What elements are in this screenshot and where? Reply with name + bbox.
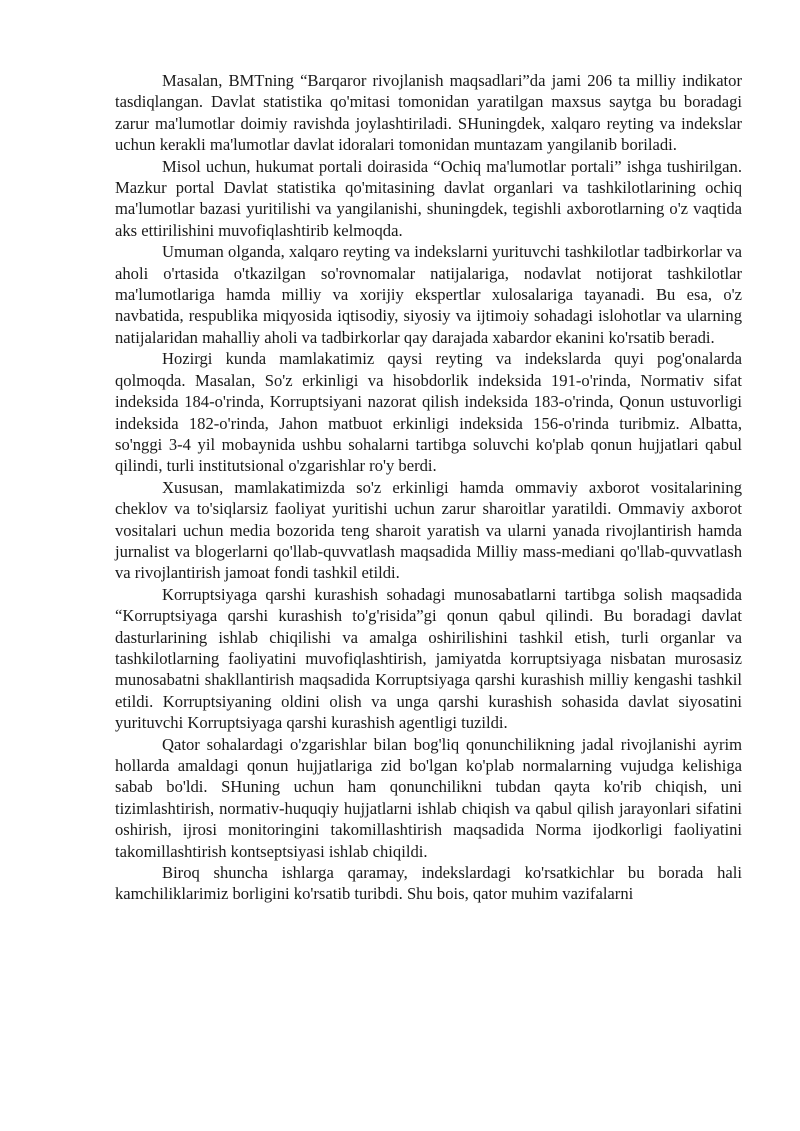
paragraph-legislation-reform: Qator sohalardagi o'zgarishlar bilan bog'liq qonunchilikning jadal rivojlanishi ayrim hollarda amaldagi qonun hujjatlariga zid bo'lgan ko'plab normalarning vujudga kelishiga sabab bo'ldi. SHuning uchun ham qonunchilikni tubdan qayta ko'rib chiqish, uni tizimlashtirish, normativ-huquqiy hujjatlarni ishlab chiqish va qabul qilish jarayonlari sifatini oshirish, ijrosi monitoringini takomillashtirish maqsadida Norma ijodkorligi faoliyatini takomillashtirish kontseptsiyasi ishlab chiqildi. (115, 734, 742, 861)
paragraph-media-freedom: Xususan, mamlakatimizda so'z erkinligi hamda ommaviy axborot vositalarining cheklov va to'siqlarsiz faoliyat yuritishi uchun zarur sharoitlar yaratildi. Ommaviy axborot vositalari uchun media bozorida teng sharoit yaratish va ularni yanada rivojlantirish hamda jurnalist va blogerlarni qo'llab-quvvatlash maqsadida Milliy mass-mediani qo'llab-quvvatlash va rivojlantirish jamoat fondi tashkil etildi. (115, 477, 742, 583)
paragraph-anti-corruption: Korruptsiyaga qarshi kurashish sohadagi munosabatlarni tartibga solish maqsadida “Korruptsiyaga qarshi kurashish to'g'risida”gi qonun qabul qilindi. Bu boradagi davlat dasturlarining ishlab chiqilishi va amalga oshirilishini tashkil etish, turli organlar va tashkilotlarning faoliyatini muvofiqlashtirish, jamiyatda korruptsiyaga nisbatan murosasiz munosabatni shakllantirish maqsadida Korruptsiyaga qarshi kurashish milliy kengashi tashkil etildi. Korruptsiyaning oldini olish va unga qarshi kurashish sohasida davlat siyosatini yurituvchi Korruptsiyaga qarshi kurashish agentligi tuzildi. (115, 584, 742, 733)
paragraph-index-rankings: Hozirgi kunda mamlakatimiz qaysi reyting va indekslarda quyi pog'onalarda qolmoqda. Masalan, So'z erkinligi va hisobdorlik indeksida 191-o'rinda, Normativ sifat indeksida 184-o'rinda, Korruptsiyani nazorat qilish indeksida 183-o'rinda, Qonun ustuvorligi indeksida 182-o'rinda, Jahon matbuot erkinligi indeksida 156-o'rinda turibmiz. Albatta, so'nggi 3-4 yil mobaynida ushbu sohalarni tartibga soluvchi ko'plab qonun hujjatlari qabul qilindi, turli institutsional o'zgarishlar ro'y berdi. (115, 349, 742, 476)
paragraph-remaining-shortcomings: Biroq shuncha ishlarga qaramay, indekslardagi ko'rsatkichlar bu borada hali kamchiliklarimiz borligini ko'rsatib turibdi. Shu bois, qator muhim vazifalarni (115, 863, 742, 904)
document-page (115, 70, 742, 905)
paragraph-sdg-indicators: Masalan, BMTning “Barqaror rivojlanish maqsadlari”da jami 206 ta milliy indikator tasdiqlangan. Davlat statistika qo'mitasi tomonidan yaratilgan maxsus saytga bu boradagi zarur ma'lumotlar doimiy ravishda joylashtiriladi. SHuningdek, xalqaro reyting va indekslar uchun kerakli ma'lumotlar davlat idoralari tomonidan muntazam yangilanib boriladi. (115, 71, 742, 155)
paragraph-rating-sources: Umuman olganda, xalqaro reyting va indekslarni yurituvchi tashkilotlar tadbirkorlar va aholi o'rtasida o'tkazilgan so'rovnomalar natijalariga, nodavlat notijorat tashkilotlar ma'lumotlariga hamda milliy va xorijiy ekspertlar xulosalariga tayanadi. Bu esa, o'z navbatida, respublika miqyosida iqtisodiy, siyosiy va ijtimoiy sohadagi islohotlar va ularning natijalaridan mahalliy aholi va tadbirkorlar qay darajada xabardor ekanini ko'rsatib beradi. (115, 242, 742, 347)
paragraph-open-data-portal: Misol uchun, hukumat portali doirasida “Ochiq ma'lumotlar portali” ishga tushirilgan. Mazkur portal Davlat statistika qo'mitasining davlat organlari va tashkilotlarining ochiq ma'lumotlar bazasi yuritilishi va yangilanishi, shuningdek, tegishli axborotlarning o'z vaqtida aks ettirilishini muvofiqlashtirib kelmoqda. (115, 156, 742, 240)
